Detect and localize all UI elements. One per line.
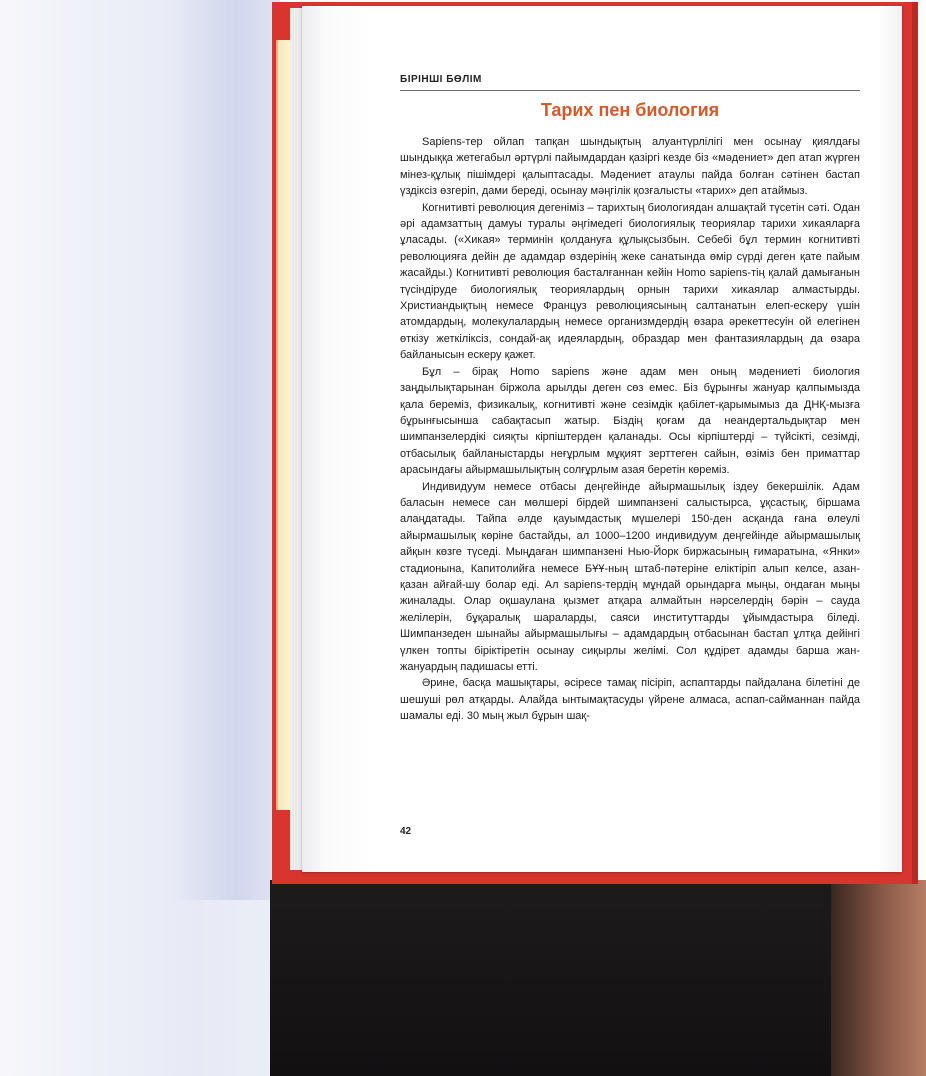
- paragraph-5: Әрине, басқа машықтары, әсіресе тамақ пісіріп, аспаптарды пайдалана білетіні де шешуші рөл атқарды. Алайда ынтымақтасуды үйрене алмаса, аспап-сайманнан пайда шамалы еді. 30 мың жыл бұрын шақ-: [400, 677, 860, 723]
- paragraph-4: Индивидуум немесе отбасы деңгейінде айырмашылық іздеу бекершілік. Адам баласын немесе сан мөлшері бірдей шимпанзені салыстырса, ұқсастық, біршама алаңдатады. Тайпа әлде қауымдастық мүшелері 150-ден асқанда ғана өлеулі айырмашылық көріне бастайды, ал 1000–1200 индивидуум деңгейінде айырмашылық айқын көзге түседі. Мыңдаған шимпанзені Нью-Йорк биржасының ғимаратына, «Янки» стадионына, Капитолийға немесе БҰҰ-ның штаб-пәтеріне еліктіріп алып келсе, азан-қазан айғай-шу болар еді. Ал sapiens-тердің мұндай орындарға мыңы, ондаған мыңы жиналады. Олар оқшаулана қызмет атқара алмайтын нәрселердің бәрін – сауда желілерін, бұқаралық шараларды, саяси институттарды ұйымдастыра біледі. Шимпанзеден шынайы айырмашылығы – адамдардың отбасынан бастап ұлтқа дейінгі үлкен топты біріктіретін осынау сиқырлы желімі. Сол құдірет адамды барша жан-жануардың падишасы етті.: [400, 480, 860, 673]
- book-page: [302, 6, 902, 872]
- dark-table-surface: [270, 880, 926, 1076]
- hand-holding-book: [831, 880, 926, 1076]
- paragraph-2: Когнитивті революция дегеніміз – тарихтың биологиядан алшақтай түсетін сәті. Одан әрі адамзаттың дамуы туралы әңгімедегі биологиялық теориялар тарихи хикаяларға ұласады. («Хикая» терминін қолдануға құлықсызбын. Себебі бұл термин когнитивті революцияға дейін де адамдар өздерінің жеке санатында өмір сүрді деген қате пайым жасайды.) Когнитивті революция басталғаннан кейін Homo sapiens-тің қалай дамығанын түсіндіруде биологиялық теориялардың орнын тарихи хикаялар алмастырды. Христиандықтың немесе Француз революциясының салтанатын елеп-ескеру үшін атомдардың, молекулалардың немесе организмдердің өзара әрекеттесуін ой елегінен өткізу жеткіліксіз, сондай-ақ идеялардың, образдар мен фантазиялардың да өзара байланысын ескеру қажет.: [400, 201, 860, 362]
- section-label: БІРІНШІ БӨЛІМ: [400, 74, 482, 85]
- chapter-title: Тарих пен биология: [540, 100, 720, 120]
- header-rule: [400, 90, 860, 91]
- blurred-background: [0, 0, 280, 1076]
- page-number: 42: [400, 826, 412, 837]
- paragraph-3: Бұл – бірақ Homo sapiens және адам мен оның мәдениеті биология заңдылықтарынан біржола арылды деген сөз емес. Біз бұрынғы жануар қалпымызда қала береміз, физикалық, когнитивті және сезімдік қабілет-қарымымыз да ДНҚ-мызға бұрынғысынша сабақтасып жатыр. Біздің қоғам да неандертальдықтар мен шимпанзелердікі сияқты кірпіштерден қаланады. Осы кірпіштерді – түйсікті, сезімді, отбасылық байланыстарды неғұрлым мұқият зерттеген сайын, өзіміз бен приматтар арасындағы айырмашылықтың солғұрлым азая беретін көреміз.: [400, 365, 860, 477]
- paragraph-1: Sapiens-тер ойлап тапқан шындықтың алуантүрлілігі мен осынау қиялдағы шындыққа жетегабыл әртүрлі пайымдардан қазіргі кезде біз «мәдениет» деп атап жүрген мінез-құлық пішімдері қалыптасады. Мәдениет атаулы пайда болған сәтінен бастап үздіксіз өзгеріп, дами береді, осынау мәңгілік қозғалысты «тарих» деп атаймыз.: [400, 136, 860, 198]
- body-text: [400, 134, 860, 725]
